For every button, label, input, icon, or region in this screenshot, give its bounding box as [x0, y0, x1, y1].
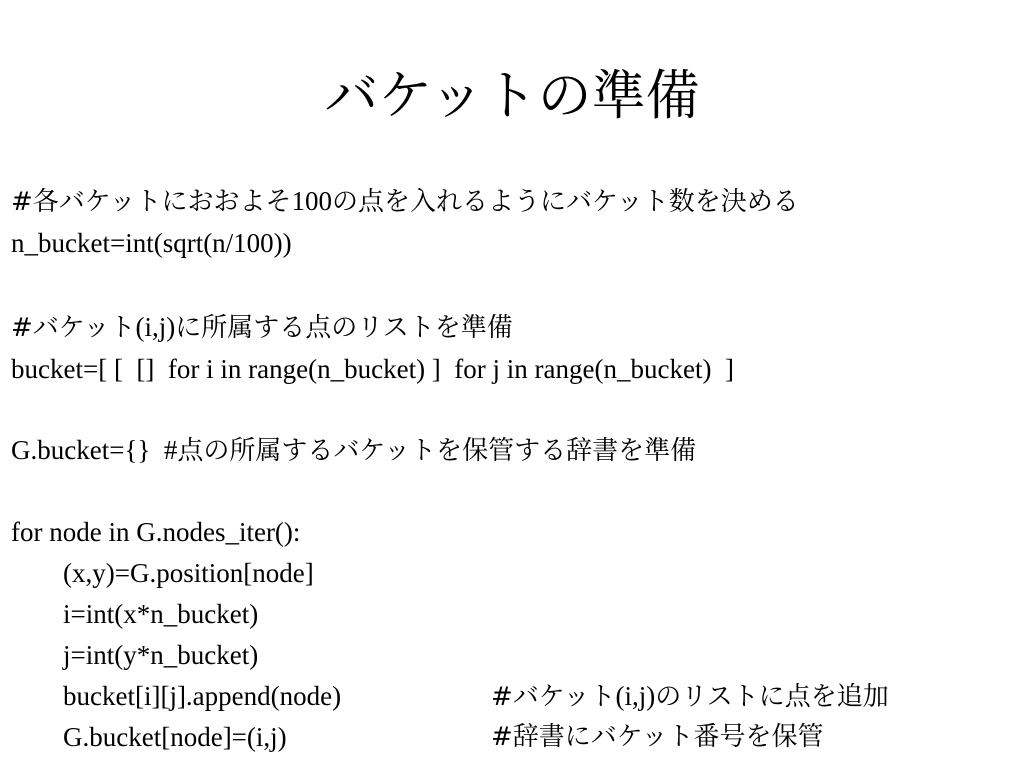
code-line: j=int(y*n_bucket)	[63, 640, 259, 670]
code-line: for node in G.nodes_iter():	[11, 517, 301, 547]
code-line: (x,y)=G.position[node]	[63, 558, 314, 588]
comment-text: のリストに点を追加	[655, 682, 889, 712]
slide-title: バケットの準備	[324, 64, 700, 127]
comment-number: 100	[291, 186, 332, 216]
comment-code: (i,j)	[135, 312, 176, 342]
comment-text: #辞書にバケット番号を保管	[491, 722, 824, 752]
comment-text: 点の所属するバケットを保管する辞書を準備	[177, 436, 697, 466]
comment-text: #バケット	[11, 313, 136, 343]
comment-text: #バケット	[491, 682, 616, 712]
comment-text: #各バケットにおおよそ	[11, 187, 292, 217]
comment-text: の点を入れるようにバケット数を決める	[332, 187, 799, 217]
code-line-with-comment	[63, 716, 824, 758]
code-text: G.bucket[node]=(i,j)	[63, 722, 287, 752]
code-line-with-comment	[63, 675, 889, 717]
comment-line-bucket-count	[11, 180, 799, 222]
comment-code: (i,j)	[615, 681, 656, 711]
code-text: bucket[i][j].append(node)	[63, 681, 342, 711]
comment-text: に所属する点のリストを準備	[175, 313, 513, 343]
code-line: bucket=[ [ [] for i in range(n_bucket) ] for j in range(n_bucket) ]	[11, 354, 734, 384]
code-line: n_bucket=int(sqrt(n/100))	[11, 228, 292, 258]
comment-column	[491, 675, 889, 718]
code-line: i=int(x*n_bucket)	[63, 599, 259, 629]
code-line-with-comment	[11, 429, 696, 471]
code-text: G.bucket={} #	[11, 435, 178, 465]
comment-line-bucket-list	[11, 306, 513, 348]
